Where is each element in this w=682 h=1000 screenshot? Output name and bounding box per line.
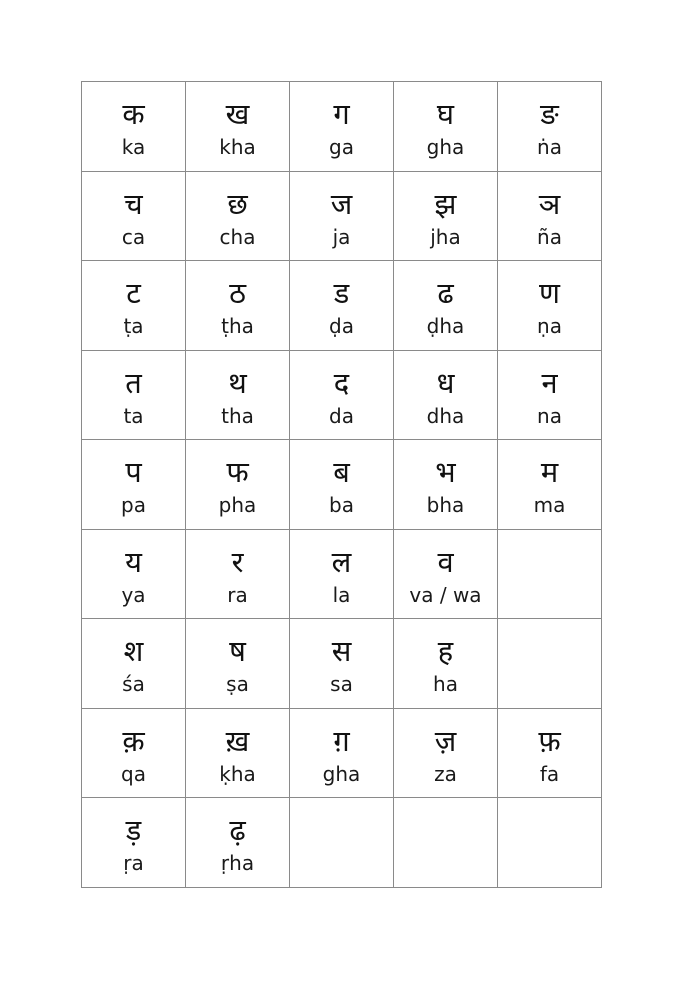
table-cell (186, 171, 290, 261)
devanagari-glyph: ष (229, 634, 246, 668)
consonant-table (81, 81, 602, 888)
transliteration: ña (537, 224, 562, 249)
table-cell (394, 171, 498, 261)
table-cell (82, 350, 186, 440)
table-cell (82, 82, 186, 172)
cell-content (498, 709, 601, 798)
table-cell-empty (498, 798, 602, 888)
cell-content (290, 172, 393, 261)
table-cell (498, 708, 602, 798)
cell-content (186, 440, 289, 529)
table-cell (82, 440, 186, 530)
devanagari-glyph: ज़ (434, 723, 457, 758)
table-cell (186, 440, 290, 530)
devanagari-glyph: फ (226, 455, 249, 489)
transliteration: ṭha (221, 314, 254, 338)
table-cell-empty (394, 798, 498, 888)
table-cell (394, 350, 498, 440)
devanagari-glyph: य (125, 544, 142, 579)
cell-content (498, 261, 601, 350)
table-cell (394, 708, 498, 798)
cell-content (82, 530, 185, 619)
transliteration: ma (533, 493, 566, 517)
devanagari-glyph: क (122, 97, 145, 131)
table-cell (394, 529, 498, 619)
table-cell (394, 261, 498, 351)
consonant-table-body (82, 82, 602, 888)
devanagari-glyph: क़ (122, 723, 145, 758)
devanagari-glyph: प (125, 455, 142, 489)
table-cell (82, 261, 186, 351)
cell-content (186, 619, 289, 708)
table-row (82, 440, 602, 530)
table-cell (498, 171, 602, 261)
cell-content (82, 798, 185, 887)
transliteration: pha (218, 493, 257, 517)
devanagari-glyph: ह (437, 634, 454, 668)
transliteration: śa (122, 672, 145, 696)
transliteration: tha (221, 403, 254, 428)
devanagari-glyph: श (123, 634, 144, 668)
transliteration: ṇa (537, 314, 562, 338)
devanagari-glyph: ख़ (225, 723, 250, 758)
devanagari-glyph: न (541, 365, 558, 400)
devanagari-glyph: ध (436, 365, 455, 400)
devanagari-glyph: ख (225, 97, 250, 131)
cell-content (498, 82, 601, 171)
devanagari-glyph: ग (333, 97, 350, 131)
devanagari-glyph: द (333, 365, 350, 400)
table-row (82, 619, 602, 709)
cell-content (394, 798, 497, 887)
transliteration: ha (433, 672, 458, 696)
transliteration: la (332, 582, 351, 607)
table-cell (290, 619, 394, 709)
table-row (82, 350, 602, 440)
table-cell (186, 82, 290, 172)
transliteration: ja (332, 224, 351, 249)
cell-content (498, 619, 601, 708)
transliteration: ṛa (123, 851, 144, 875)
table-cell (290, 261, 394, 351)
devanagari-glyph: फ़ (538, 723, 561, 758)
transliteration: jha (430, 224, 461, 249)
transliteration: ḍa (329, 314, 354, 338)
table-cell (186, 350, 290, 440)
devanagari-glyph: ञ (538, 186, 561, 221)
transliteration: ga (329, 135, 354, 159)
cell-content (290, 261, 393, 350)
table-cell (498, 82, 602, 172)
cell-content (82, 619, 185, 708)
table-cell (498, 261, 602, 351)
table-row (82, 708, 602, 798)
cell-content (394, 351, 497, 440)
transliteration: pa (121, 493, 146, 517)
table-row (82, 82, 602, 172)
transliteration: ṛha (220, 851, 255, 875)
devanagari-glyph: व (437, 544, 454, 579)
cell-content (394, 172, 497, 261)
devanagari-glyph: भ (435, 455, 456, 489)
devanagari-glyph: त (125, 365, 142, 400)
transliteration: ca (121, 224, 146, 249)
cell-content (498, 530, 601, 619)
cell-content (394, 261, 497, 350)
transliteration: gha (322, 761, 361, 786)
devanagari-glyph: झ (434, 186, 457, 221)
devanagari-glyph: म (540, 455, 559, 489)
devanagari-glyph: ण (539, 276, 560, 310)
table-cell (290, 529, 394, 619)
cell-content (82, 709, 185, 798)
devanagari-glyph: स (331, 634, 352, 668)
table-cell (186, 261, 290, 351)
cell-content (290, 351, 393, 440)
transliteration: ba (329, 493, 354, 517)
devanagari-glyph: ब (333, 455, 350, 489)
table-cell (186, 708, 290, 798)
transliteration: cha (219, 224, 256, 249)
cell-content (498, 172, 601, 261)
transliteration: dha (426, 403, 465, 428)
transliteration: ḍha (426, 314, 465, 338)
table-cell-empty (290, 798, 394, 888)
cell-content (186, 709, 289, 798)
devanagari-glyph: ल (331, 544, 352, 579)
cell-content (82, 82, 185, 171)
table-cell (290, 440, 394, 530)
transliteration: sa (330, 672, 353, 696)
transliteration: fa (539, 761, 560, 786)
devanagari-glyph: ठ (229, 276, 246, 310)
devanagari-glyph: ट (126, 276, 141, 310)
devanagari-glyph: छ (227, 186, 248, 221)
cell-content (186, 798, 289, 887)
transliteration: va / wa (409, 582, 482, 607)
table-cell (394, 82, 498, 172)
table-cell-empty (498, 529, 602, 619)
cell-content (82, 351, 185, 440)
table-cell (82, 708, 186, 798)
cell-content (186, 261, 289, 350)
cell-content (498, 440, 601, 529)
table-cell (82, 171, 186, 261)
table-cell (82, 619, 186, 709)
table-cell-empty (498, 619, 602, 709)
transliteration: za (434, 761, 457, 786)
cell-content (394, 440, 497, 529)
cell-content (82, 440, 185, 529)
transliteration: ya (121, 582, 146, 607)
table-cell (290, 708, 394, 798)
transliteration: ta (123, 403, 144, 428)
transliteration: ṅa (537, 135, 562, 159)
table-cell (394, 619, 498, 709)
transliteration: da (329, 403, 354, 428)
cell-content (394, 530, 497, 619)
devanagari-glyph: ग़ (333, 723, 350, 758)
devanagari-glyph: ढ (437, 276, 454, 310)
devanagari-glyph: र (231, 544, 244, 579)
cell-content (498, 798, 601, 887)
cell-content (186, 172, 289, 261)
table-cell (498, 350, 602, 440)
devanagari-glyph: थ (228, 365, 247, 400)
table-row (82, 171, 602, 261)
cell-content (394, 82, 497, 171)
cell-content (394, 619, 497, 708)
cell-content (290, 709, 393, 798)
table-cell (186, 529, 290, 619)
table-row (82, 261, 602, 351)
cell-content (186, 530, 289, 619)
devanagari-glyph: ज (330, 186, 353, 221)
table-cell (290, 171, 394, 261)
devanagari-glyph: ड (333, 276, 350, 310)
cell-content (394, 709, 497, 798)
cell-content (290, 82, 393, 171)
cell-content (290, 798, 393, 887)
table-cell (498, 440, 602, 530)
cell-content (186, 351, 289, 440)
cell-content (290, 619, 393, 708)
cell-content (186, 82, 289, 171)
table-cell (82, 529, 186, 619)
cell-content (290, 440, 393, 529)
cell-content (290, 530, 393, 619)
transliteration: ḳha (219, 761, 256, 786)
transliteration: qa (121, 761, 146, 786)
transliteration: ṭa (123, 314, 144, 338)
transliteration: na (537, 403, 562, 428)
devanagari-glyph: च (124, 186, 143, 221)
devanagari-glyph: ङ (540, 97, 559, 131)
transliteration: kha (219, 135, 256, 159)
table-row (82, 529, 602, 619)
devanagari-glyph: ढ़ (229, 813, 246, 847)
table-row (82, 798, 602, 888)
table-cell (186, 798, 290, 888)
transliteration: ṣa (226, 672, 249, 696)
table-cell (186, 619, 290, 709)
table-cell (290, 82, 394, 172)
cell-content (498, 351, 601, 440)
transliteration: ra (227, 582, 248, 607)
devanagari-glyph: ड़ (125, 813, 142, 847)
table-cell (290, 350, 394, 440)
table-cell (394, 440, 498, 530)
cell-content (82, 172, 185, 261)
transliteration: ka (121, 135, 146, 159)
transliteration: gha (426, 135, 465, 159)
devanagari-glyph: घ (436, 97, 455, 131)
cell-content (82, 261, 185, 350)
transliteration: bha (426, 493, 465, 517)
table-cell (82, 798, 186, 888)
